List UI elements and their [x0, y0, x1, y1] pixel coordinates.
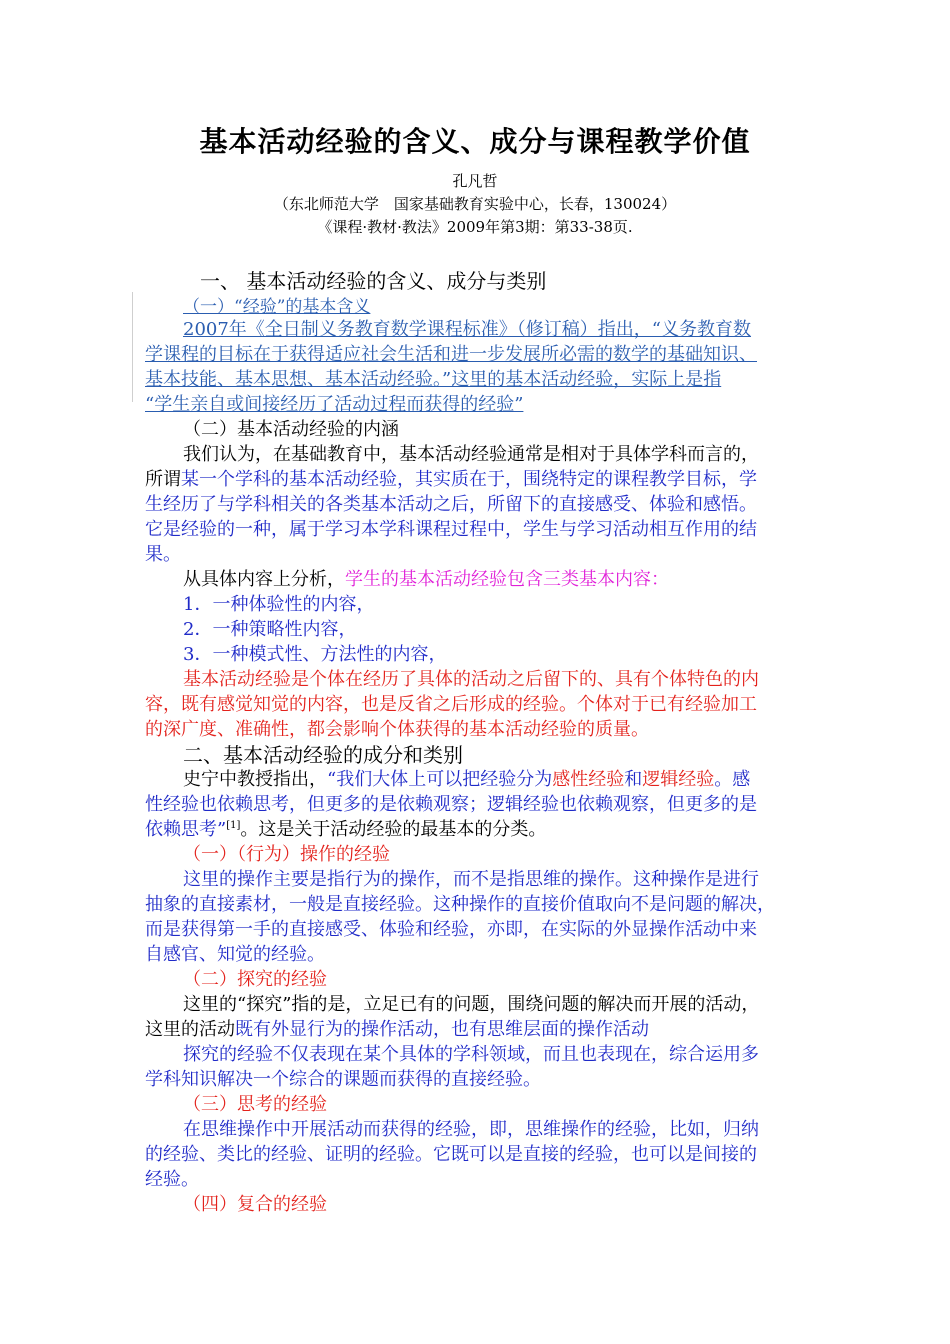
text-span: 。这是关于活动经验的最基本的分类。: [240, 819, 547, 840]
section1-p3-line: [183, 565, 669, 591]
list-item: 3．一种模式性、方法性的内容，: [183, 644, 447, 665]
text-span: 这里的活动: [145, 1019, 235, 1040]
section2-sub2-line: [145, 1015, 649, 1041]
section1-p2-line: 果。: [145, 544, 181, 565]
section2-sub3-heading: （三）思考的经验: [183, 1094, 327, 1115]
section1-p1-line: “学生亲自或间接经历了活动过程而获得的经验”: [145, 394, 524, 415]
text-span: 所谓: [145, 469, 181, 490]
section2-sub1-line: 而是获得第一手的直接感受、体验和经验，亦即，在实际的外显操作活动中来: [145, 919, 757, 940]
section2-sub2-line: 这里的“探究”指的是，立足已有的问题，围绕问题的解决而开展的活动，: [183, 994, 760, 1015]
section2-sub4-heading: （四）复合的经验: [183, 1194, 327, 1215]
section1-sub1-heading: （一）“经验”的基本含义: [183, 297, 371, 317]
section2-sub1-heading: （一）（行为）操作的经验: [183, 844, 390, 865]
section2-sub3-line: 的经验、类比的经验、证明的经验。它既可以是直接的经验，也可以是间接的: [145, 1144, 757, 1165]
section1-p4-line: 容，既有感觉知觉的内容，也是反省之后形成的经验。个体对于已有经验加工: [145, 694, 757, 715]
text-span: 依赖思考”: [145, 819, 227, 840]
section2-sub1-line: 抽象的直接素材，一般是直接经验。这种操作的直接价值取向不是问题的解决，: [145, 894, 775, 915]
margin-bar: [132, 292, 133, 402]
text-span: 学生的基本活动经验包含三类基本内容：: [345, 569, 669, 590]
section2-p1-line: [145, 815, 546, 841]
text-span: 某一个学科的基本活动经验，其实质在于，围绕特定的课程教学目标，学: [181, 469, 757, 490]
page-title: 基本活动经验的含义、成分与课程教学价值: [199, 125, 751, 158]
section1-p1-line: 2007年《全日制义务教育数学课程标准》（修订稿）指出，“义务教育数: [183, 319, 752, 340]
section1-p2-line: [145, 465, 757, 491]
text-span: 。感: [714, 769, 751, 790]
section1-p4-line: 的深广度、准确性，都会影响个体获得的基本活动经验的质量。: [145, 719, 649, 740]
section2-sub2-line: 学科知识解决一个综合的课题而获得的直接经验。: [145, 1069, 541, 1090]
section2-p1-line: [183, 765, 750, 791]
section1-p1-line: 基本技能、基本思想、基本活动经验。”这里的基本活动经验，实际上是指: [145, 369, 722, 390]
section2-p1-line: 性经验也依赖思考，但更多的是依赖观察；逻辑经验也依赖观察，但更多的是: [145, 794, 757, 815]
text-span: 史宁中教授指出，: [183, 769, 327, 790]
text-span: “我们大体上可以把经验分为: [327, 769, 553, 790]
section1-sub2-heading: （二）基本活动经验的内涵: [183, 419, 399, 440]
section2-heading: 二、基本活动经验的成分和类别: [183, 743, 463, 767]
section2-sub1-line: 这里的操作主要是指行为的操作，而不是指思维的操作。这种操作是进行: [183, 869, 759, 890]
source-citation: 《课程·教材·教法》2009年第3期：第33-38页.: [317, 218, 633, 236]
section2-sub3-line: 经验。: [145, 1169, 199, 1190]
list-item: 1．一种体验性的内容，: [183, 594, 375, 615]
text-span: 感性经验: [552, 769, 625, 790]
section1-p2-line: 我们认为，在基础教育中，基本活动经验通常是相对于具体学科而言的，: [183, 444, 759, 465]
text-span: 逻辑经验: [642, 769, 715, 790]
section2-sub3-line: 在思维操作中开展活动而获得的经验，即，思维操作的经验，比如，归纳: [183, 1119, 759, 1140]
text-span: 从具体内容上分析，: [183, 569, 345, 590]
section1-p2-line: 生经历了与学科相关的各类基本活动之后，所留下的直接感受、体验和感悟。: [145, 494, 757, 515]
reference-mark: [1]: [226, 820, 241, 831]
author: 孔凡哲: [452, 172, 498, 190]
section1-p4-line: 基本活动经验是个体在经历了具体的活动之后留下的、具有个体特色的内: [183, 669, 759, 690]
section1-p2-line: 它是经验的一种，属于学习本学科课程过程中，学生与学习活动相互作用的结: [145, 519, 757, 540]
affiliation: （东北师范大学 国家基础教育实验中心，长春，130024）: [273, 195, 677, 213]
text-span: 和: [624, 769, 643, 790]
list-item: 2．一种策略性内容，: [183, 619, 357, 640]
section1-p1-line: 学课程的目标在于获得适应社会生活和进一步发展所必需的数学的基础知识、: [145, 344, 757, 365]
section2-sub1-line: 自感官、知觉的经验。: [145, 944, 325, 965]
text-span: 既有外显行为的操作活动，也有思维层面的操作活动: [235, 1019, 649, 1040]
section2-sub2-heading: （二）探究的经验: [183, 969, 327, 990]
section2-sub2-line: 探究的经验不仅表现在某个具体的学科领域，而且也表现在，综合运用多: [183, 1044, 759, 1065]
section1-heading: 一、 基本活动经验的含义、成分与类别: [200, 269, 547, 293]
